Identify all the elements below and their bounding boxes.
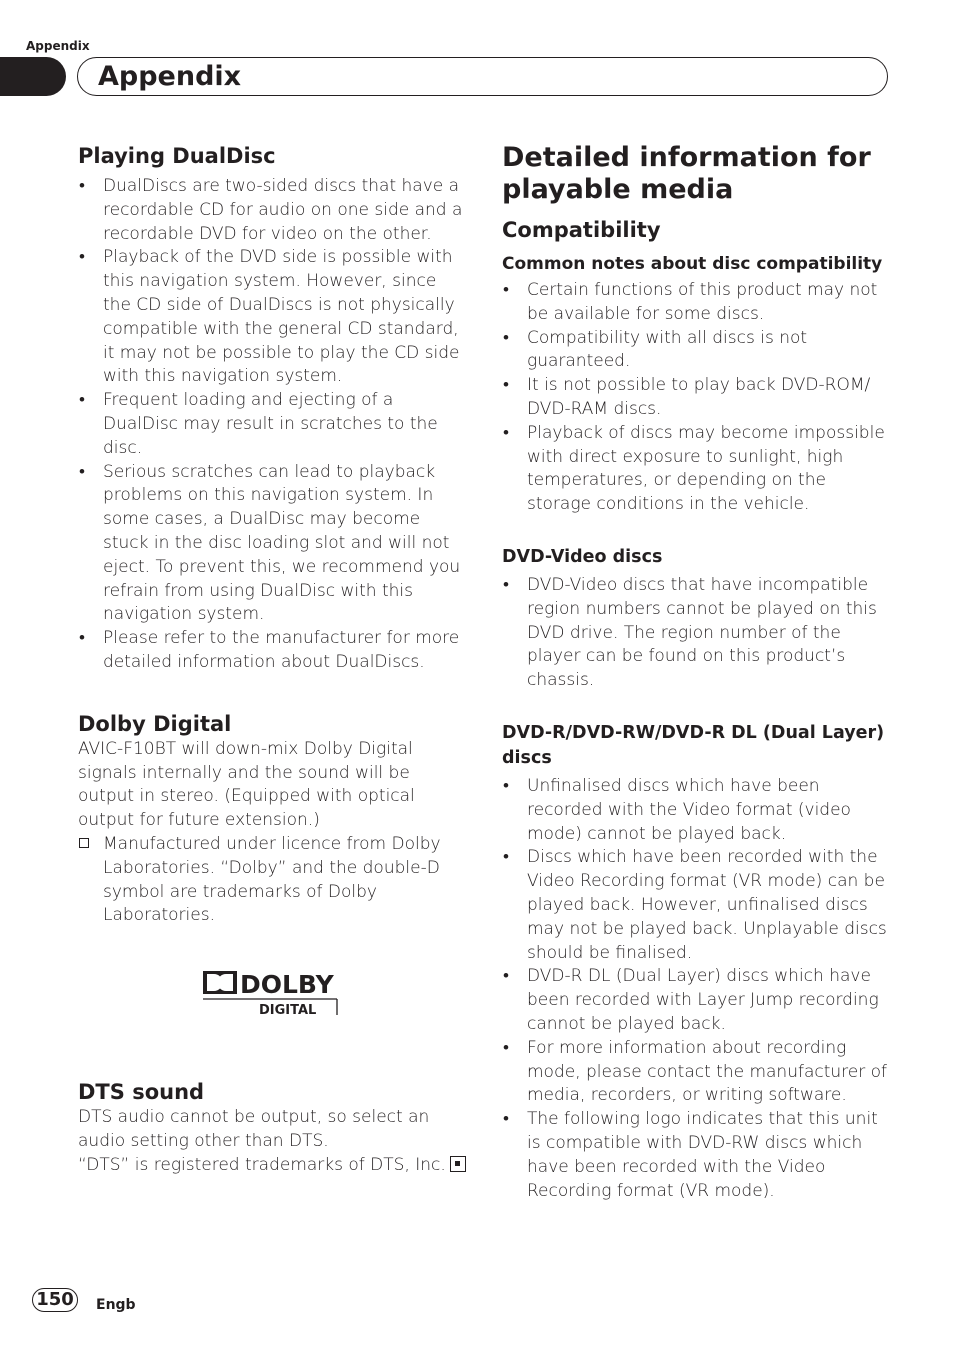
heading-common-notes: Common notes about disc compatibility	[502, 254, 883, 274]
dolby-logo-sub: DIGITAL	[259, 1003, 317, 1019]
heading-dolby-digital: Dolby Digital	[78, 711, 232, 736]
list-item: • Please refer to the manufacturer for more detailed information about DualDiscs.	[78, 627, 468, 675]
end-of-section-mark	[450, 1156, 466, 1172]
dvd-r-list	[502, 775, 894, 1203]
heading-dvd-r-discs: DVD-R/DVD-RW/DVD-R DL (Dual Layer) discs	[502, 722, 885, 768]
list-item: • Discs which have been recorded with the Video Recording format (VR mode) can be played back. However, unfinalised discs may not be played back. Unplayable discs should be finalised.	[502, 846, 894, 965]
section-tab-marker	[0, 57, 66, 96]
list-item: • For more information about recording mode, please contact the manufacturer of media, recorders, or writing software.	[502, 1037, 894, 1108]
dolby-body: AVIC-F10BT will down-mix Dolby Digital signals internally and the sound will be output in stereo. (Equipped with optical output for future extension.)	[78, 738, 415, 831]
language-code: Engb	[96, 1297, 136, 1313]
heading-compatibility: Compatibility	[502, 218, 661, 242]
list-item: • Compatibility with all discs is not guaranteed.	[502, 327, 894, 375]
dolby-digital-logo	[202, 968, 338, 1018]
list-item: • DVD-R DL (Dual Layer) discs which have been recorded with Layer Jump recording cannot be played back.	[502, 965, 894, 1036]
dts-trademark	[78, 1154, 468, 1178]
dts-body: DTS audio cannot be output, so select an audio setting other than DTS.	[78, 1107, 430, 1151]
section-title-bar	[77, 57, 888, 96]
list-item: • The following logo indicates that this unit is compatible with DVD-RW discs which have been recorded with the Video Recording format (VR mode).	[502, 1108, 894, 1203]
list-item: • DualDiscs are two-sided discs that have a recordable CD for audio on one side and a recordable DVD for video on the other.	[78, 175, 468, 246]
heading-playing-dualdisc: Playing DualDisc	[78, 144, 276, 168]
dvd-video-list	[502, 574, 894, 693]
page-number: 150	[32, 1288, 78, 1312]
heading-detailed-information: Detailed information for playable media	[502, 142, 871, 205]
list-item: • Unfinalised discs which have been recorded with the Video format (video mode) cannot be played back.	[502, 775, 894, 846]
running-head: Appendix	[26, 39, 90, 53]
list-item: • Certain functions of this product may not be available for some discs.	[502, 279, 894, 327]
common-notes-list	[502, 279, 894, 517]
left-column	[78, 142, 468, 1178]
list-item: • Serious scratches can lead to playback problems on this navigation system. In some cases, a DualDisc may become stuck in the disc loading slot and will not eject. To prevent this, we recommend you refrain from using DualDisc with this navigation system.	[78, 461, 468, 628]
heading-dvd-video-discs: DVD-Video discs	[502, 546, 663, 567]
list-item: • DVD-Video discs that have incompatible region numbers cannot be played on this DVD drive. The region number of the player can be found on this product’s chassis.	[502, 574, 894, 693]
list-item: • Playback of the DVD side is possible with this navigation system. However, since the CD side of DualDiscs is not physically compatible with the general CD standard, it may not be possible to play the CD side with this navigation system.	[78, 246, 468, 389]
list-item: • Frequent loading and ejecting of a DualDisc may result in scratches to the disc.	[78, 389, 468, 460]
heading-dts-sound: DTS sound	[78, 1080, 205, 1105]
list-item: • It is not possible to play back DVD-ROM/ DVD-RAM discs.	[502, 374, 894, 422]
dolby-logo-word: DOLBY	[240, 970, 334, 1000]
list-item: • Playback of discs may become impossible with direct exposure to sunlight, high temperatures, or depending on the storage conditions in the vehicle.	[502, 422, 894, 517]
right-column	[502, 142, 894, 1203]
section-title: Appendix	[98, 61, 242, 92]
dualdisc-list	[78, 175, 468, 675]
dts-trademark-text: “DTS” is registered trademarks of DTS, Inc.	[78, 1154, 446, 1175]
dolby-note-list	[78, 833, 468, 928]
dolby-note: Manufactured under licence from Dolby Laboratories. “Dolby” and the double-D symbol are trademarks of Dolby Laboratories.	[78, 833, 468, 928]
